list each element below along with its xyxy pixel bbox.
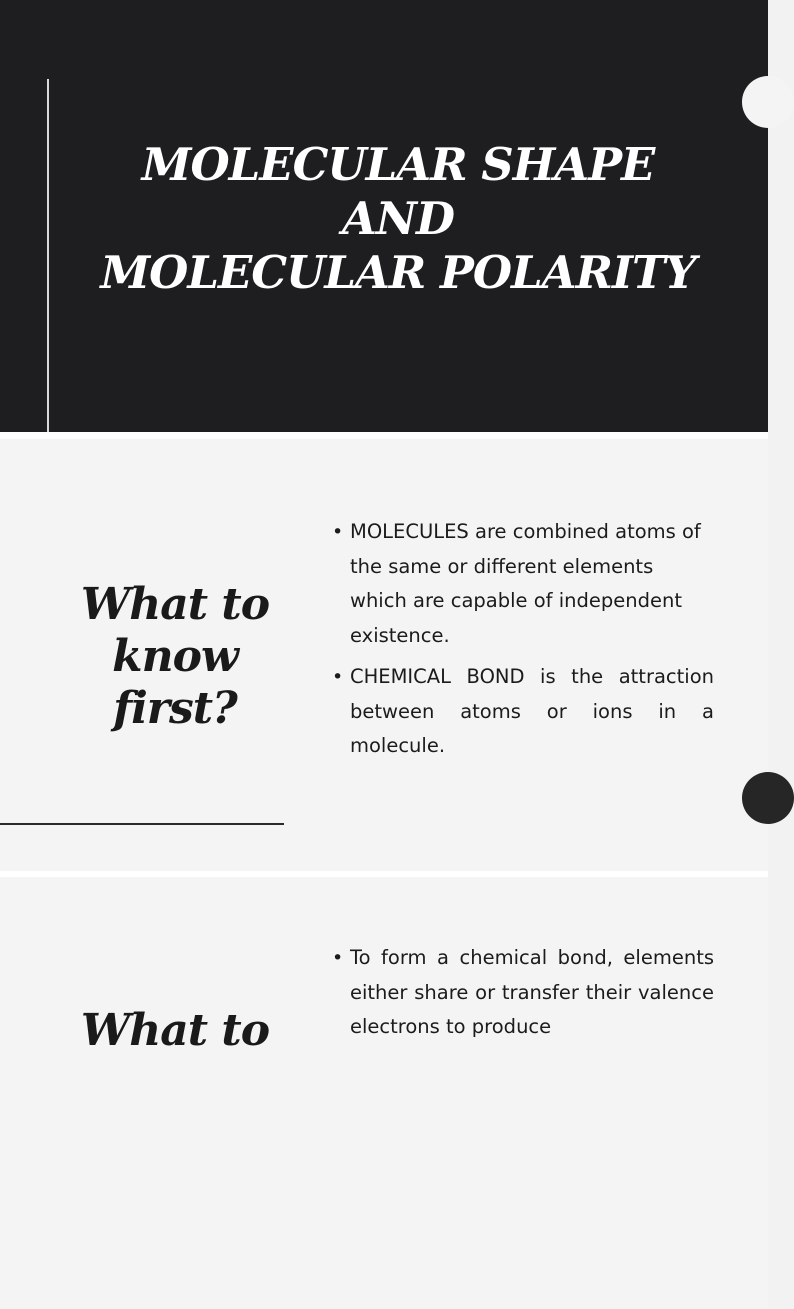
heading-line-1: What to	[80, 1005, 270, 1056]
bullet-text: MOLECULES are combined atoms of the same or different elements which are capable of independent existence.	[350, 520, 701, 647]
decorative-circle	[742, 76, 794, 128]
heading-line-1: What to	[80, 579, 270, 630]
horizontal-rule	[0, 823, 284, 825]
title-line-1: MOLECULAR SHAPE	[141, 138, 655, 191]
bullet-list	[330, 941, 714, 1052]
slide-heading	[60, 1005, 290, 1057]
list-item	[330, 941, 714, 1045]
bullet-text: CHEMICAL BOND is the attraction between atoms or ions in a molecule.	[350, 665, 714, 757]
bullet-text: To form a chemical bond, elements either share or transfer their valence electrons to produce	[350, 946, 714, 1038]
heading-line-3: first?	[113, 683, 237, 734]
bullet-icon: •	[332, 947, 344, 969]
heading-line-2: know	[112, 631, 238, 682]
content-slide	[0, 877, 768, 1309]
content-slide	[0, 439, 768, 871]
bullet-icon: •	[332, 666, 344, 688]
bullet-list	[330, 515, 714, 771]
decorative-circle	[742, 772, 794, 824]
bullet-icon: •	[332, 521, 344, 543]
slide-title	[60, 138, 736, 300]
slide-gap	[0, 432, 768, 439]
title-line-2: AND	[341, 192, 455, 245]
vertical-divider	[47, 79, 49, 432]
slide-heading	[60, 579, 290, 735]
title-slide	[0, 0, 768, 432]
title-line-3: MOLECULAR POLARITY	[100, 246, 696, 299]
list-item	[330, 515, 714, 653]
list-item	[330, 660, 714, 764]
